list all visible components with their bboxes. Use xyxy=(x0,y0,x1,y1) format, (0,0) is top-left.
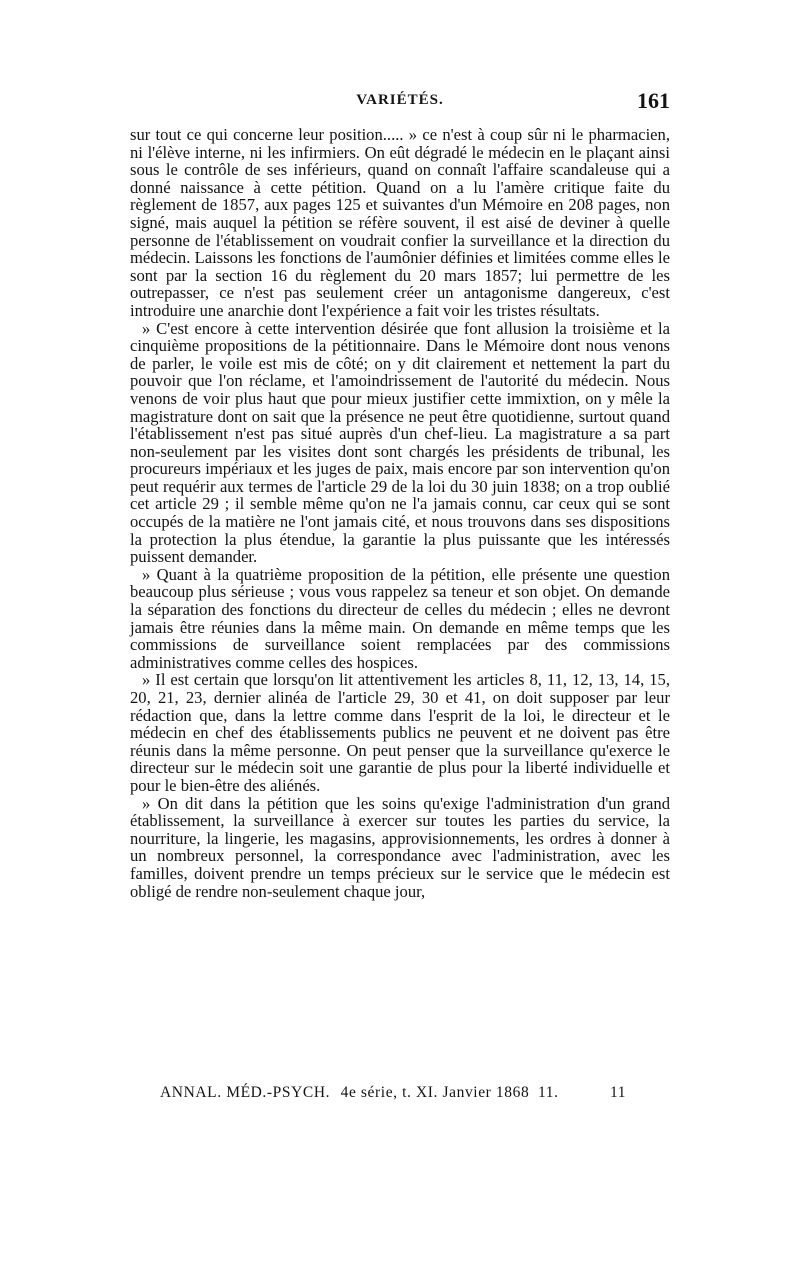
paragraph: » Il est certain que lorsqu'on lit attentivement les articles 8, 11, 12, 13, 14, 15, 20, 21, 23, dernier alinéa de l'article 29, 30 et 41, on doit supposer par leur rédaction que, dans la lettre comme dans l'esprit de la loi, le directeur et le médecin en chef des établissements publics ne peuvent et ne doivent pas être réunis dans la même personne. On peut penser que la surveillance qu'exerce le directeur sur le médecin soit une garantie de plus pour la liberté individuelle et pour le bien-être des aliénés. xyxy=(130,670,670,795)
journal-name: ANNAL. MÉD.-PSYCH. xyxy=(160,1084,331,1101)
page-number: 161 xyxy=(637,88,670,113)
page-header xyxy=(130,88,670,126)
page-footer xyxy=(160,1084,640,1102)
signature-mark: 11. xyxy=(538,1084,559,1101)
running-title: VARIÉTÉS. xyxy=(356,92,444,108)
paragraph: » On dit dans la pétition que les soins qu'exige l'administration d'un grand établissement, la surveillance à exercer sur toutes les parties du service, la nourriture, la lingerie, les magasins, approvisionnements, les ordres à donner à un nombreux personnel, la correspondance avec l'administration, avec les familles, doivent prendre un temps précieux sur le service que le médecin est obligé de rendre non-seulement chaque jour, xyxy=(130,793,670,901)
paragraph: sur tout ce qui concerne leur position..... » ce n'est à coup sûr ni le pharmacien, ni l'élève interne, ni les infirmiers. On eût dégradé le médecin en le plaçant ainsi sous le contrôle de ses inférieurs, quand on connaît l'affaire scandaleuse qui a donné naissance à cette pétition. Quand on a lu l'amère critique faite du règlement de 1857, aux pages 125 et suivantes d'un Mémoire en 208 pages, non signé, mais auquel la pétition se réfère souvent, il est aisé de deviner à quelle personne de l'établissement on voudrait confier la surveillance et la direction du médecin. Laissons les fonctions de l'aumônier définies et limitées comme elles le sont par la section 16 du règlement du 20 mars 1857; lui permettre de les outrepasser, ce n'est pas seulement créer un antagonisme dangereux, c'est introduire une anarchie dont l'expérience a fait voir les tristes résultats. xyxy=(130,125,670,320)
paragraph: » C'est encore à cette intervention désirée que font allusion la troisième et la cinquième propositions de la pétitionnaire. Dans le Mémoire dont nous venons de parler, le voile est mis de côté; on y dit clairement et nettement la part du pouvoir que l'on réclame, et l'amoindrissement de l'autorité du médecin. Nous venons de voir plus haut que pour mieux justifier cette immixtion, on y mêle la magistrature dont on sait que la présence ne peut être quotidienne, surtout quand l'établissement n'est pas situé auprès d'un chef-lieu. La magistrature a sa part non-seulement par les visites dont sont chargés les présidents de tribunal, les procureurs impériaux et les juges de paix, mais encore par son intervention qu'on peut requérir aux termes de l'article 29 de la loi du 30 juin 1838; on a trop oublié cet article 29 ; il semble même qu'on ne l'a jamais connu, car ceux qui se sont occupés de la matière ne l'ont jamais cité, et nous trouvons dans ses dispositions la protection la plus étendue, la garantie la plus puissante que les intéressés puissent demander. xyxy=(130,318,670,567)
signature-number: 11 xyxy=(610,1084,627,1101)
paragraph: » Quant à la quatrième proposition de la pétition, elle présente une question beaucoup plus sérieuse ; vous vous rappelez sa teneur et son objet. On demande la séparation des fonctions du directeur de celles du médecin ; elles ne devront jamais être réunies dans la même main. On demande en même temps que les commissions de surveillance soient remplacées par des commissions administratives comme celles des hospices. xyxy=(130,564,670,672)
page xyxy=(130,88,670,901)
body-text xyxy=(130,126,670,900)
volume-info: 4e série, t. XI. Janvier 1868 xyxy=(340,1084,530,1101)
